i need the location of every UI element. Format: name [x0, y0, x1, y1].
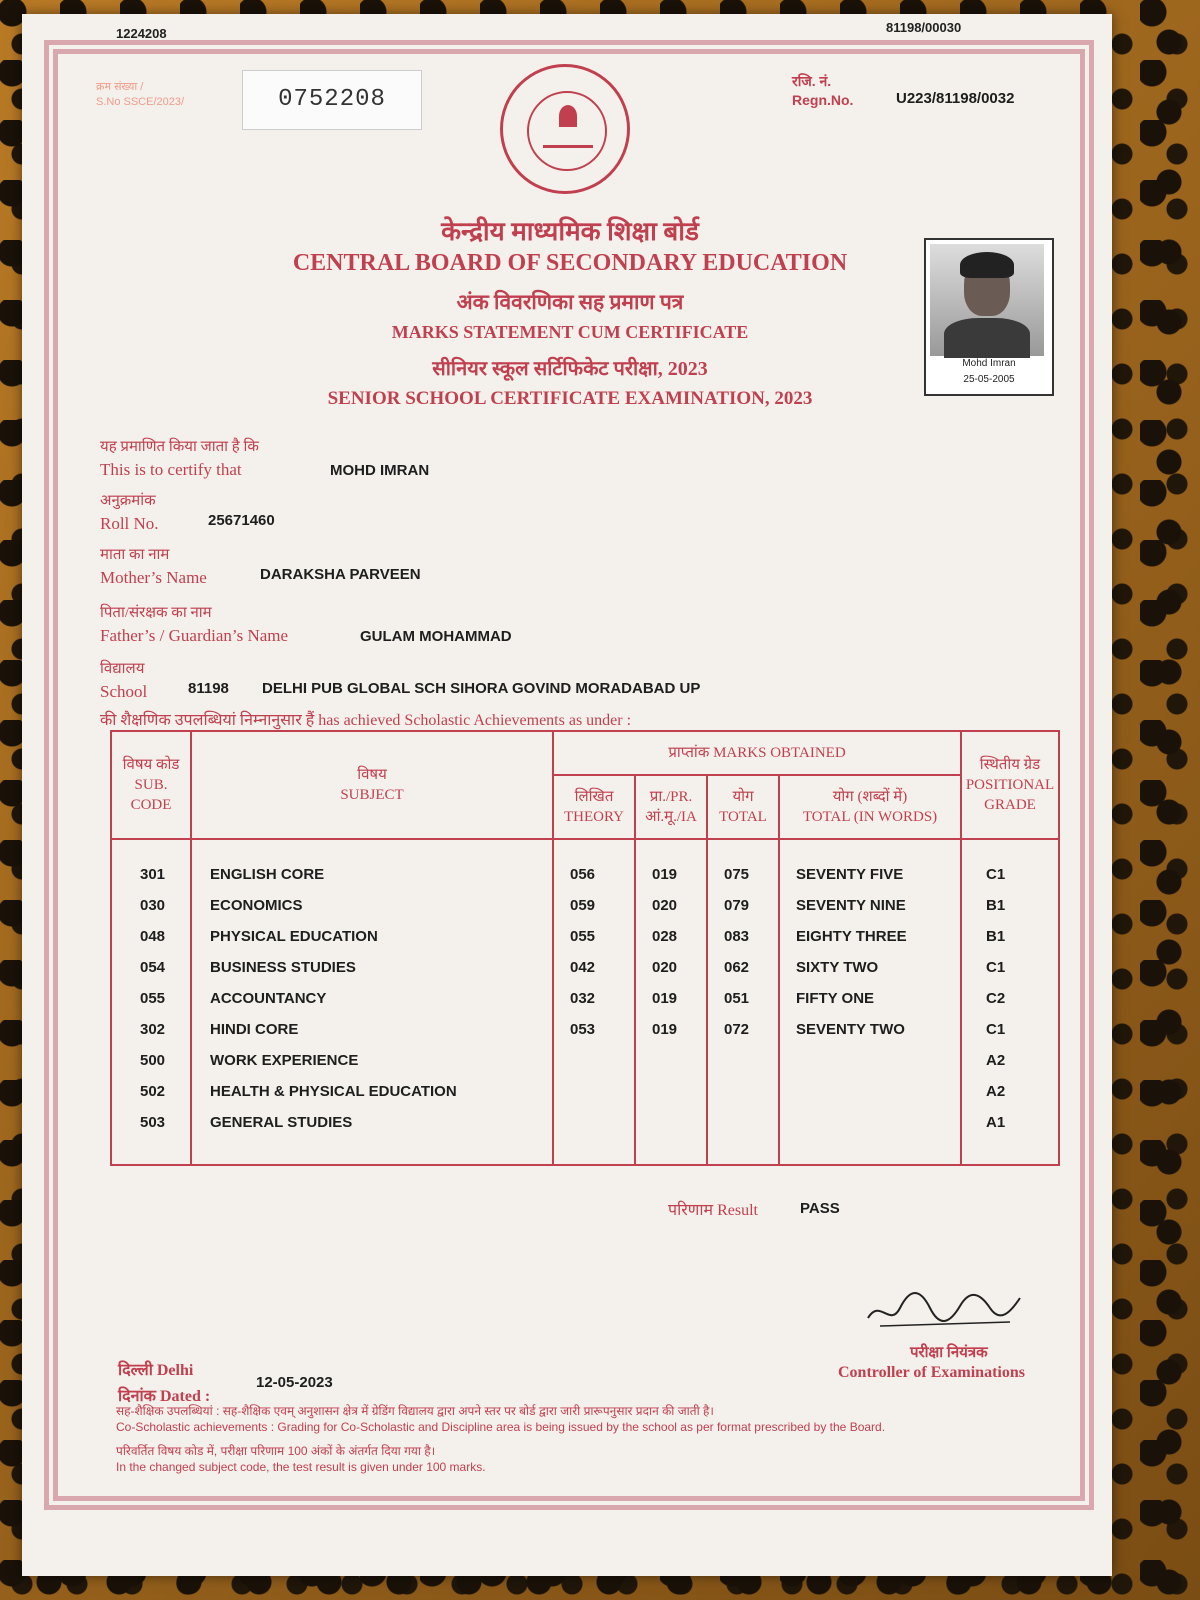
header-subject — [191, 731, 553, 839]
footnote-line3: परिवर्तित विषय कोड में, परीक्षा परिणाम 100 अंकों के अंतर्गत दिया गया है। — [116, 1444, 436, 1458]
cell-total: 072 — [724, 1021, 750, 1038]
cell-theory: 053 — [570, 1021, 596, 1038]
roll-label: Roll No. — [100, 514, 159, 533]
cell-name: GENERAL STUDIES — [210, 1114, 353, 1131]
result-label-hindi: परिणाम — [668, 1202, 714, 1219]
issue-date: 12-05-2023 — [256, 1374, 333, 1391]
school-label: School — [100, 682, 148, 701]
cell-total: 062 — [724, 959, 750, 976]
cell-grade: C2 — [986, 990, 1006, 1007]
marks-table — [110, 730, 1060, 1166]
result-label-english: Result — [717, 1202, 758, 1219]
father-label: Father’s / Guardian’s Name — [100, 626, 289, 645]
photo-name: Mohd Imran — [962, 358, 1016, 369]
header-subject-english: SUBJECT — [340, 787, 404, 803]
serial-label-english: S.No SSCE/2023/ — [96, 96, 185, 108]
school-name: DELHI PUB GLOBAL SCH SIHORA GOVIND MORADABAD UP — [262, 680, 701, 697]
cell-theory: 059 — [570, 897, 596, 914]
header-pr-bottom: आं.मू./IA — [645, 809, 697, 825]
cell-pr: 020 — [652, 897, 678, 914]
doc-title-hindi: अंक विवरणिका सह प्रमाण पत्र — [456, 290, 684, 314]
achievement-hindi: की शैक्षणिक उपलब्धियां निम्नानुसार हैं — [100, 712, 315, 729]
header-pr-top: प्रा./PR. — [649, 789, 693, 805]
cell-pr: 019 — [652, 1021, 678, 1038]
cell-grade: A2 — [986, 1083, 1006, 1100]
roll-number: 25671460 — [208, 512, 275, 529]
cell-name: BUSINESS STUDIES — [210, 959, 356, 976]
cell-grade: C1 — [986, 959, 1006, 976]
cell-words: SEVENTY NINE — [796, 897, 906, 914]
cell-code: 301 — [140, 866, 166, 883]
cell-code: 503 — [140, 1114, 166, 1131]
cell-total: 079 — [724, 897, 750, 914]
header-grade-positional: POSITIONAL — [965, 777, 1055, 793]
cell-grade: B1 — [986, 897, 1006, 914]
header-code-hindi: विषय कोड — [122, 757, 180, 773]
cell-theory: 032 — [570, 990, 596, 1007]
header-practical — [635, 775, 707, 839]
mother-label: Mother’s Name — [100, 568, 207, 587]
header-theory — [553, 775, 635, 839]
controller-title: Controller of Examinations — [838, 1364, 1025, 1381]
cell-pr: 028 — [652, 928, 678, 945]
result-label — [668, 1198, 758, 1220]
student-name: MOHD IMRAN — [330, 462, 430, 479]
school-code: 81198 — [188, 680, 229, 697]
top-right-number: 81198/00030 — [886, 20, 962, 35]
cell-theory: 042 — [570, 959, 596, 976]
father-name: GULAM MOHAMMAD — [360, 628, 512, 645]
exam-title-hindi: सीनियर स्कूल सर्टिफिकेट परीक्षा, 2023 — [432, 358, 708, 380]
top-left-number: 1224208 — [116, 26, 167, 41]
cell-name: ACCOUNTANCY — [210, 990, 327, 1007]
cell-words: FIFTY ONE — [796, 990, 875, 1007]
signature-icon — [860, 1278, 1030, 1338]
cell-grade: C1 — [986, 1021, 1006, 1038]
header-grade-grade: GRADE — [984, 797, 1036, 813]
portrait-image — [930, 244, 1044, 356]
cell-pr: 020 — [652, 959, 678, 976]
cell-name: ENGLISH CORE — [210, 866, 325, 883]
cell-grade: A1 — [986, 1114, 1006, 1131]
cell-code: 055 — [140, 990, 166, 1007]
cell-theory: 056 — [570, 866, 596, 883]
cell-code: 030 — [140, 897, 166, 914]
cell-code: 048 — [140, 928, 166, 945]
school-label-hindi: विद्यालय — [100, 661, 145, 677]
cell-words: SEVENTY FIVE — [796, 866, 904, 883]
header-total — [707, 775, 779, 839]
header-marks-obtained — [553, 731, 961, 775]
regn-number: U223/81198/0032 — [896, 90, 1015, 107]
cell-code: 302 — [140, 1021, 166, 1038]
footnote-line1: सह-शैक्षिक उपलब्धियां : सह-शैक्षिक एवम् अनुशासन क्षेत्र में ग्रेडिंग विद्यालय द्वारा अपने स्तर पर बोर्ड द्वारा जारी प्रारूपनुसार प्रदान की जाती है। — [116, 1404, 714, 1418]
header-sub-code — [111, 731, 191, 839]
header-total-hindi: योग — [732, 789, 754, 805]
cell-grade: C1 — [986, 866, 1006, 883]
date-label-hindi: दिनांक — [118, 1388, 156, 1405]
cell-total: 051 — [724, 990, 750, 1007]
place-english: Delhi — [156, 1362, 194, 1379]
date-label-english: Dated : — [159, 1388, 211, 1405]
serial-label-hindi: क्रम संख्या / — [96, 81, 144, 93]
place — [118, 1358, 193, 1380]
header-grade — [961, 731, 1059, 839]
board-title-hindi: केन्द्रीय माध्यमिक शिक्षा बोर्ड — [441, 217, 699, 246]
serial-number: 0752208 — [242, 70, 422, 130]
cell-pr: 019 — [652, 990, 678, 1007]
board-seal-icon — [500, 64, 630, 194]
cell-grade: B1 — [986, 928, 1006, 945]
exam-title: SENIOR SCHOOL CERTIFICATE EXAMINATION, 2023 — [327, 388, 813, 409]
cell-name: HEALTH & PHYSICAL EDUCATION — [210, 1083, 457, 1100]
doc-title: MARKS STATEMENT CUM CERTIFICATE — [391, 322, 749, 342]
board-title: CENTRAL BOARD OF SECONDARY EDUCATION — [292, 250, 848, 276]
cell-words: EIGHTY THREE — [796, 928, 907, 945]
cell-theory: 055 — [570, 928, 596, 945]
header-marks-hindi: प्राप्तांक — [668, 745, 710, 761]
header-total-english: TOTAL — [719, 809, 767, 825]
header-subject-hindi: विषय — [357, 767, 387, 783]
cell-name: WORK EXPERIENCE — [210, 1052, 359, 1069]
cell-total: 083 — [724, 928, 750, 945]
father-label-hindi: पिता/संरक्षक का नाम — [100, 605, 212, 621]
cell-code: 500 — [140, 1052, 166, 1069]
achievement-english: has achieved Scholastic Achievements as under : — [318, 712, 632, 729]
header-words-english: TOTAL (IN WORDS) — [802, 809, 938, 825]
photo-dob: 25-05-2005 — [963, 374, 1015, 385]
cell-code: 502 — [140, 1083, 166, 1100]
cell-name: HINDI CORE — [210, 1021, 299, 1038]
cell-pr: 019 — [652, 866, 678, 883]
header-theory-hindi: लिखित — [574, 789, 614, 805]
place-hindi: दिल्ली — [118, 1362, 153, 1379]
cell-name: ECONOMICS — [210, 897, 303, 914]
cell-words: SIXTY TWO — [796, 959, 879, 976]
controller-title-hindi: परीक्षा नियंत्रक — [910, 1345, 988, 1361]
serial-label — [96, 80, 184, 110]
header-theory-english: THEORY — [564, 809, 624, 825]
roll-label-hindi: अनुक्रमांक — [100, 493, 156, 509]
regn-label-hindi: रजि. नं. — [792, 73, 832, 89]
student-photo — [924, 238, 1054, 396]
header-words-hindi: योग (शब्दों में) — [832, 789, 908, 805]
footnote-line2: Co-Scholastic achievements : Grading for Co-Scholastic and Discipline area is being issued by the school as per format prescribed by the Board. — [116, 1420, 886, 1434]
regn-label: Regn.No. — [792, 92, 854, 108]
header-grade-hindi: स्थितीय ग्रेड — [979, 757, 1041, 773]
footnote-line4: In the changed subject code, the test result is given under 100 marks. — [116, 1460, 486, 1474]
header-code-code: CODE — [130, 797, 172, 813]
cell-words: SEVENTY TWO — [796, 1021, 905, 1038]
mother-label-hindi: माता का नाम — [100, 547, 170, 563]
result-value: PASS — [800, 1200, 840, 1217]
header-code-sub: SUB. — [134, 777, 168, 793]
header-marks-english: MARKS OBTAINED — [713, 745, 846, 761]
header-total-words — [779, 775, 961, 839]
mother-name: DARAKSHA PARVEEN — [260, 566, 421, 583]
cell-grade: A2 — [986, 1052, 1006, 1069]
achievement-statement — [100, 708, 631, 730]
cell-name: PHYSICAL EDUCATION — [210, 928, 378, 945]
certify-label: This is to certify that — [100, 460, 242, 479]
certify-label-hindi: यह प्रमाणित किया जाता है कि — [100, 439, 259, 455]
cell-code: 054 — [140, 959, 166, 976]
cell-total: 075 — [724, 866, 750, 883]
